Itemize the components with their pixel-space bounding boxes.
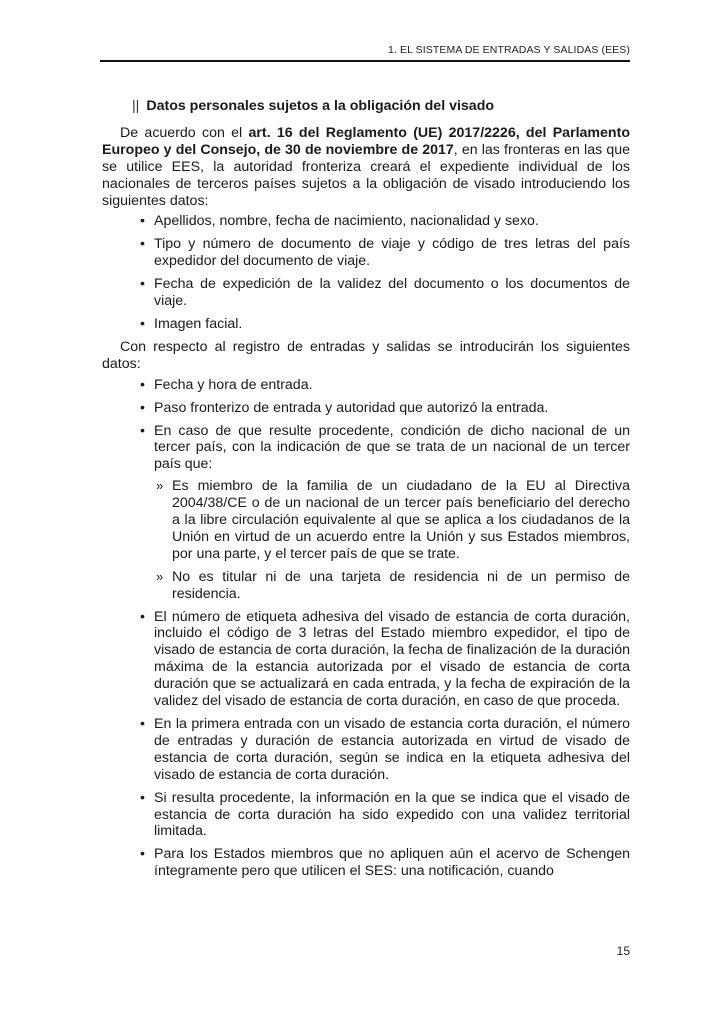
list-item: • En la primera entrada con un visado de estancia corta duración, el número de entradas y duración de estancia autorizada en virtud de visado de estancia de corta duración, según se indica en la etiqueta adhesiva del visado de estancia de corta duración. xyxy=(154,716,630,784)
intro-text-start: De acuerdo con el xyxy=(120,124,249,141)
list-item: • Tipo y número de documento de viaje y código de tres letras del país expedidor del documento de viaje. xyxy=(154,236,630,270)
list-item: • Paso fronterizo de entrada y autoridad que autorizó la entrada. xyxy=(154,400,630,417)
heading-marker: || xyxy=(132,98,140,114)
list-item: • Imagen facial. xyxy=(154,316,630,333)
list-item: • Fecha y hora de entrada. xyxy=(154,377,630,394)
running-header: 1. EL SISTEMA DE ENTRADAS Y SALIDAS (EES) xyxy=(388,44,630,56)
list-item: • El número de etiqueta adhesiva del visado de estancia de corta duración, incluido el código de 3 letras del Estado miembro expedidor, el tipo de visado de estancia de corta duración, la fecha de finalización de la duración máxima de la estancia autorizada por el visado de estancia de corta duración que se actualizará en cada entrada, y la fecha de expiración de la validez del visado de estancia de corta duración, en caso de que proceda. xyxy=(154,609,630,710)
section-title: Datos personales sujetos a la obligación del visado xyxy=(146,98,495,114)
list-item: • Para los Estados miembros que no apliquen aún el acervo de Schengen íntegramente pero que utilicen el SES: una notificación, cuando xyxy=(154,846,630,880)
intro-paragraph xyxy=(102,125,630,210)
sub-list xyxy=(154,478,630,602)
visa-holder-data-list xyxy=(102,213,630,332)
list-item: • Apellidos, nombre, fecha de nacimiento, nacionalidad y sexo. xyxy=(154,213,630,230)
list-item-text: En caso de que resulte procedente, condición de dicho nacional de un tercer país, con la indicación de que se trata de un nacional de un tercer país que: xyxy=(154,422,630,473)
list-item: • Si resulta procedente, la información en la que se indica que el visado de estancia de corta duración ha sido expedido con una validez territorial limitada. xyxy=(154,790,630,841)
list-item: • Fecha de expedición de la validez del documento o los documentos de viaje. xyxy=(154,276,630,310)
page-number: 15 xyxy=(616,944,630,958)
list-item-with-sublist xyxy=(154,423,630,603)
section-heading xyxy=(132,98,630,115)
header-rule xyxy=(100,60,630,62)
regulation-reference: art. 16 del Reglamento (UE) 2017/2226, del Parlamento Europeo y del Consejo, de 30 de noviembre de 2017 xyxy=(102,124,630,158)
sub-list-item: » No es titular ni de una tarjeta de residencia ni de un permiso de residencia. xyxy=(172,569,630,603)
entry-exit-data-list xyxy=(102,377,630,880)
sub-list-item: » Es miembro de la familia de un ciudadano de la EU al Directiva 2004/38/CE o de un nacional de un tercer país beneficiario del derecho a la libre circulación equivalente al que se aplica a los ciudadanos de la Unión en virtud de un acuerdo entre la Unión y sus Estados miembros, por una parte, y el tercer país de que se trate. xyxy=(172,478,630,563)
entry-exit-paragraph: Con respecto al registro de entradas y salidas se introducirán los siguientes datos: xyxy=(102,338,630,372)
intro-text-end: , en las fronteras en las que se utilice EES, la autoridad fronteriza creará el expediente individual de los nacionales de terceros países sujetos a la obligación de visado introduciendo los siguientes datos: xyxy=(102,141,630,209)
page-body xyxy=(102,98,630,886)
